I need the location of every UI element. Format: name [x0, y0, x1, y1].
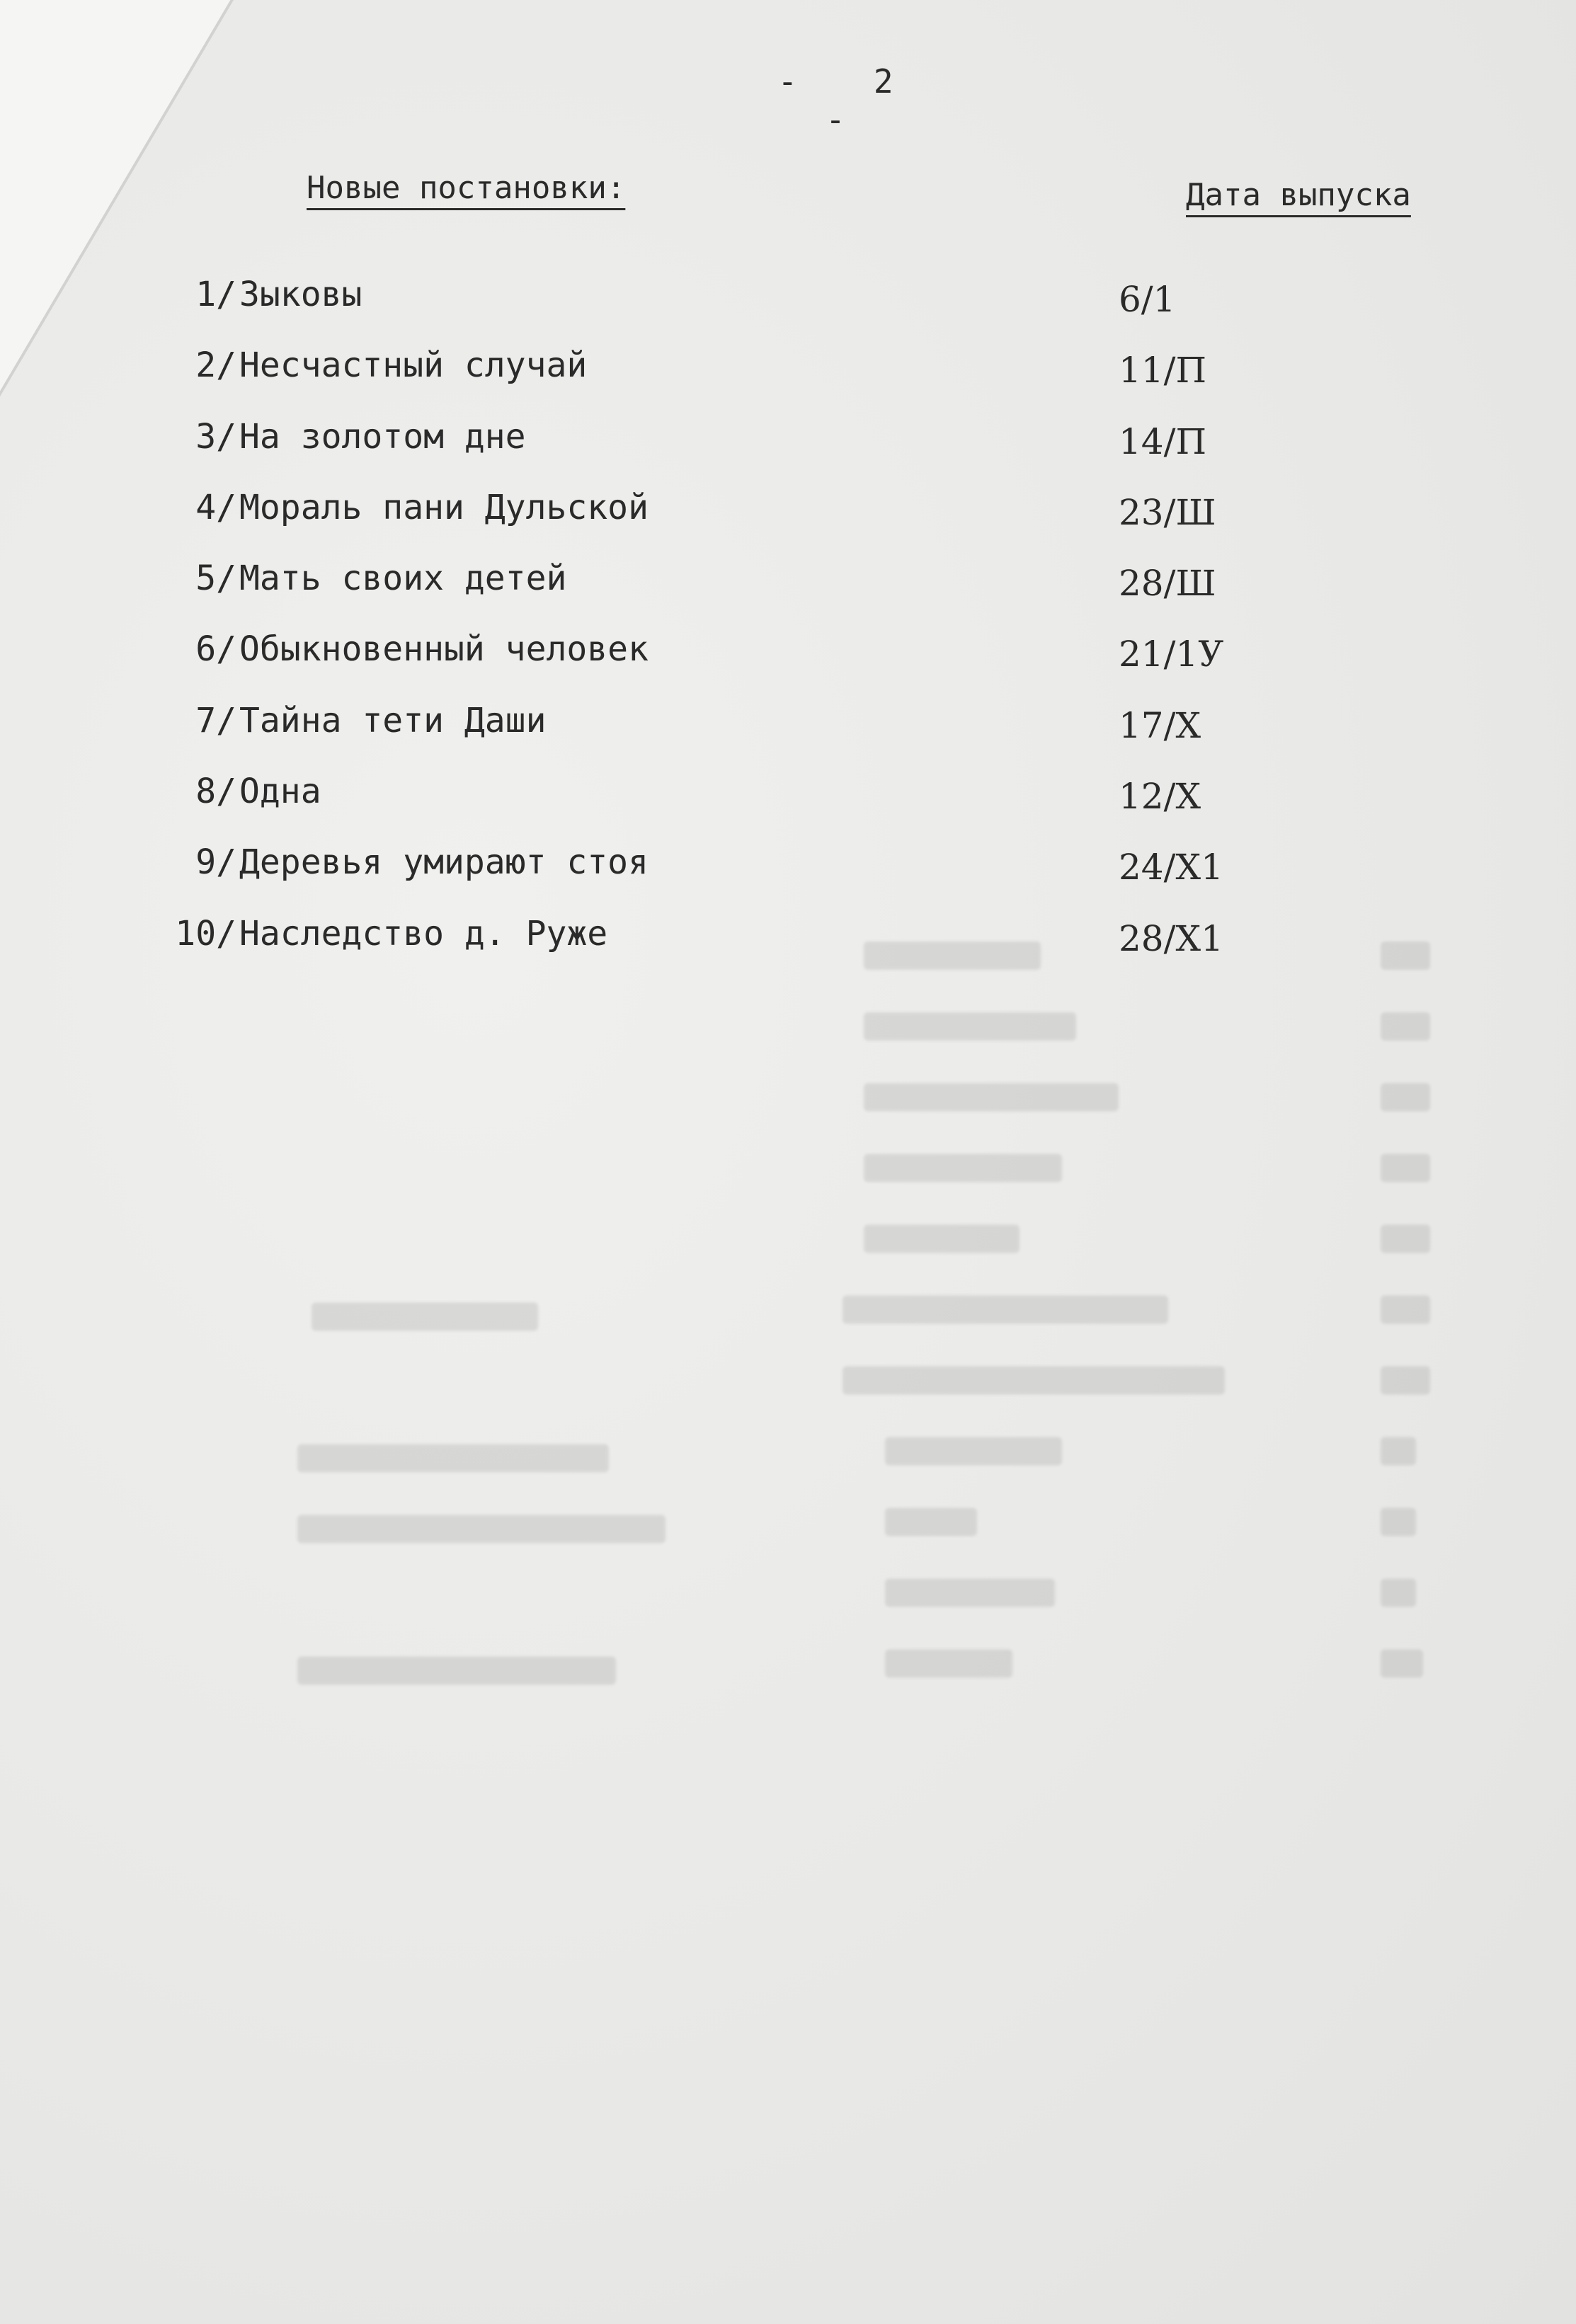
- item-number: 7/: [195, 700, 236, 740]
- list-item: [0, 345, 1576, 416]
- release-date-heading: Дата выпуска: [1186, 177, 1411, 213]
- release-date: 17/Х: [1119, 704, 1201, 746]
- item-number: 4/: [195, 487, 236, 527]
- list-item: [0, 772, 1576, 842]
- release-date: 28/Ш: [1119, 563, 1216, 605]
- item-number: 3/: [195, 416, 236, 457]
- production-title: Обыкновенный человек: [239, 629, 649, 670]
- production-title: Зыковы: [239, 275, 362, 314]
- productions-heading: Новые постановки:: [307, 170, 626, 206]
- release-date: 14/П: [1119, 420, 1207, 462]
- release-date: 12/Х: [1119, 776, 1201, 818]
- production-title: Наследство д. Руже: [239, 913, 608, 954]
- release-date: 11/П: [1119, 350, 1207, 391]
- release-date: 28/Х1: [1119, 917, 1223, 959]
- production-title: На золотом дне: [239, 416, 526, 457]
- item-number: 6/: [195, 629, 236, 670]
- item-number: 10/: [175, 913, 236, 954]
- production-title: Одна: [239, 772, 321, 812]
- item-number: 2/: [195, 345, 236, 386]
- release-date: 24/Х1: [1119, 847, 1223, 888]
- list-item: [0, 275, 1576, 345]
- page-number: - 2 -: [777, 62, 922, 139]
- list-item: [0, 914, 1576, 985]
- list-item: [0, 559, 1576, 629]
- item-number: 8/: [195, 772, 236, 812]
- item-number: 9/: [195, 842, 236, 883]
- list-item: [0, 629, 1576, 700]
- release-date: 21/1У: [1119, 634, 1224, 675]
- list-item: [0, 701, 1576, 772]
- release-date: 23/Ш: [1119, 491, 1216, 533]
- release-date: 6/1: [1119, 279, 1176, 320]
- item-number: 1/: [195, 275, 236, 314]
- production-title: Тайна тети Даши: [239, 700, 547, 740]
- production-title: Мораль пани Дульской: [239, 487, 649, 527]
- productions-list: [0, 275, 1576, 985]
- list-item: [0, 488, 1576, 559]
- list-item: [0, 842, 1576, 913]
- production-title: Мать своих детей: [239, 559, 567, 599]
- production-title: Деревья умирают стоя: [239, 842, 649, 883]
- list-item: [0, 417, 1576, 488]
- production-title: Несчастный случай: [239, 345, 588, 386]
- item-number: 5/: [195, 559, 236, 599]
